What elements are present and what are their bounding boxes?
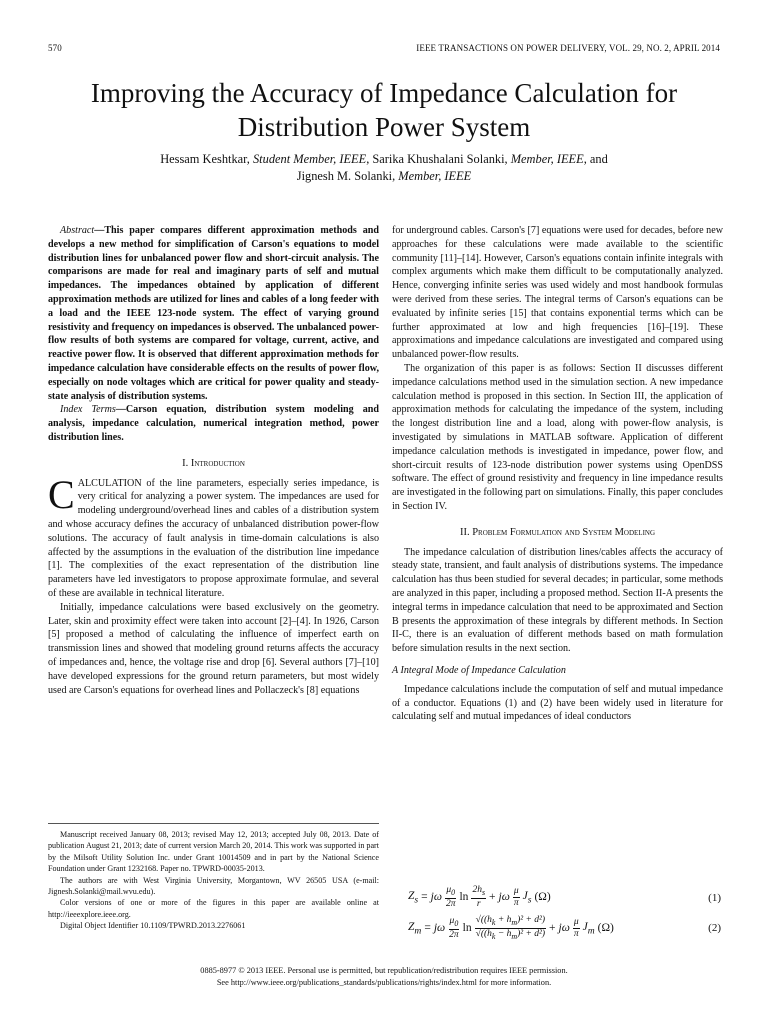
footnote-rule (48, 823, 379, 824)
equation-number: (1) (708, 892, 721, 904)
author-role: Member, IEEE (398, 169, 472, 183)
author-name: Jignesh M. Solanki, (296, 169, 399, 183)
footnote-doi: Digital Object Identifier 10.1109/TPWRD.2013.2276061 (60, 921, 246, 931)
copyright-line: 0885-8977 © 2013 IEEE. Personal use is permitted, but republication/redistribution requires IEEE permission. (200, 966, 568, 975)
author-role: Student Member, IEEE (252, 152, 367, 166)
index-terms-text: —Carson equation, distribution system modeling and analysis, impedance calculation, numerical integration method, power distribution lines. (48, 404, 379, 443)
drop-cap: C (48, 471, 75, 517)
copyright-notice (40, 965, 728, 989)
index-terms-label: Index Terms (60, 404, 116, 416)
equation-body: $Z_s$ = jω $\frac{\mu_0}{2\pi}$ ln $\frac{2h_s}{r}$ + jω $\frac{\mu}{\pi}$ $J_s$ (Ω) (408, 885, 551, 909)
paragraph-text: ALCULATION of the line parameters, especially series impedance, is very critical for analyzing a power system. The impedances are used for modeling underground/overhead lines and cables of a distribution system and whose accuracy defines the accuracy of unbalanced distribution power-flow solutions. The accuracy of fault analysis in time-domain calculations is also affected by the assumptions in the evaluation of the distribution line impedance [1]. The complexities of the exact representation of the distribution line parameters have led investigators to propose approximate formulae, and several of these are available in technical literature. (48, 477, 379, 599)
intro-paragraph-3: for underground cables. Carson's [7] equations were used for decades, before new approaches for these calculations were made available to the scientific community [11]–[14]. However, Carson's equations contain infinite integrals with complex arguments which make them difficult to be computationally analyzed. Hence, converging infinite series was used widely and most handbook formulas were derived from these series. The integral terms of Carson's equations can be evaluated by infinite series [15] that contains exponential terms which can be further approximated at low and high frequencies [16]–[19]. These approximations and impedance calculations are investigated and compared using unbalanced power-flow results. (392, 225, 723, 361)
equation-2 (392, 915, 723, 945)
left-column (48, 224, 379, 697)
section-heading-problem-formulation: II. Problem Formulation and System Modeling (459, 526, 656, 538)
footnotes (48, 829, 379, 932)
author-separator: , and (583, 152, 608, 166)
author-list (40, 151, 728, 185)
equation-unit: (Ω) (597, 922, 614, 935)
author-line-2 (40, 168, 728, 185)
abstract-label: Abstract (60, 225, 95, 236)
right-column (392, 224, 723, 724)
footnote-manuscript: Manuscript received January 08, 2013; revised May 12, 2013; accepted July 08, 2013. Date of publication August 21, 2013; date of current version March 20, 2014. This work was supported in part by the Milsoft Utility Solution Inc. under Grant 10014509 and in part by the National Science Foundation under Grant 1232168. Paper no. TPWRD-00035-2013. (48, 830, 379, 874)
intro-paragraph-1 (48, 471, 379, 601)
paper-title: Improving the Accuracy of Impedance Calculation for Distribution Power System (90, 78, 678, 142)
rights-link-line: See http://www.ieee.org/publications_standards/publications/rights/index.html for more information. (216, 978, 552, 987)
footnote-affiliation: The authors are with West Virginia University, Morgantown, WV 26505 USA (e-mail: Jignesh.Solanki@mail.wvu.edu). (48, 875, 379, 897)
author-name: Hessam Keshtkar, (160, 152, 253, 166)
equation-lhs: $Z_m$ (408, 920, 422, 937)
intro-paragraph-2: Initially, impedance calculations were based exclusively on the geometry. Later, skin and proximity effect were taken into account [2]–[4]. In 1926, Carson [5] proposed a method of calculating the influence of imperfect earth on transmission lines and showed that modeling ground returns affects the accuracy of impedances and, hence, the voltage rise and drop [6]. Several authors [7]–[10] have developed expressions for the ground return parameters, but most widely used are Carson's equations for overhead lines and Pollaczeck's [8] equations (48, 601, 379, 696)
equation-unit: (Ω) (534, 891, 551, 904)
equation-number: (2) (708, 922, 721, 934)
abstract (48, 224, 379, 403)
author-line-1 (40, 151, 728, 168)
author-role: Member, IEEE (510, 152, 584, 166)
author-name: , Sarika Khushalani Solanki, (366, 152, 511, 166)
section2a-paragraph: Impedance calculations include the computation of self and mutual impedance of a conductor. Equations (1) and (2) have been widely used in literature for calculating self and mutual impedances of ideal conductors (392, 683, 723, 723)
abstract-text: —This paper compares different approximation methods and develops a new method for simplification of Carson's equations to model distribution lines for unbalanced power flow and short-circuit analysis. The comparisons are made for real and imaginary parts of self and mutual impedances. The impedances obtained by application of different approximation methods are utilized for lines and cables of a long feeder with a load and the IEEE 123-node system. The effect of varying ground resistivity and frequency on impedances is observed. The unbalanced power-flow results of both systems are compared for voltage, current, active, and reactive power flow. It is observed that different approximation methods for impedance calculation have considerable effects on the results of power flow, especially on node voltages which are critical for power quality and steady-state analysis of distribution systems. (48, 225, 379, 402)
section2-paragraph-1: The impedance calculation of distribution lines/cables affects the accuracy of steady state, transient, and fault analysis of distributions systems. The impedance calculation has thus been studied for several decades; in particular, some methods are analyzed in this paper, including a proposed method. Section II-A presents the integral terms in impedance calculation that need to be approximated and Section B presents the approximation of these integrals by different methods. In Section II-C, there is an evaluation of different methods based on math formulation before simulation results in the next section. (392, 546, 723, 655)
page-number: 570 (48, 43, 62, 53)
index-terms (48, 403, 379, 444)
journal-header: IEEE TRANSACTIONS ON POWER DELIVERY, VOL. 29, NO. 2, APRIL 2014 (416, 43, 720, 53)
equation-lhs: $Z_s$ (408, 889, 419, 906)
subsection-heading-a: A Integral Mode of Impedance Calculation (392, 664, 566, 676)
equation-1 (392, 885, 723, 915)
footnote-color-versions: Color versions of one or more of the figures in this paper are available online at http://ieeexplore.ieee.org. (48, 898, 379, 919)
section-heading-introduction: I. Introduction (182, 457, 245, 469)
intro-paragraph-4: The organization of this paper is as follows: Section II discusses different impedance calculations method used in the simulation section. A new impedance calculation method is proposed in this section. In Section III, the application of approximation methods for calculating the impedance of the system, including the longest distribution line and a load, along with power-flow analysis, is investigated by simulations in MATLAB software. Application of different impedance calculation methods is investigated in impedance, power flow, and short-circuit results of 123-node distribution power systems using OpenDSS software. The effect of ground resistivity and frequency in line impedance results are investigated in the following part on simulations. Finally, this paper concludes in Section IV. (392, 362, 723, 512)
equation-body: $Z_m$ = jω $\frac{\mu_0}{2\pi}$ ln $\frac{√((h_k + h_m)^2 + d^2)}{√((h_k - h_m)^2 + d^2)}$ + jω $\frac{\mu}{\pi}$ $J_m$ (Ω) (408, 915, 614, 941)
